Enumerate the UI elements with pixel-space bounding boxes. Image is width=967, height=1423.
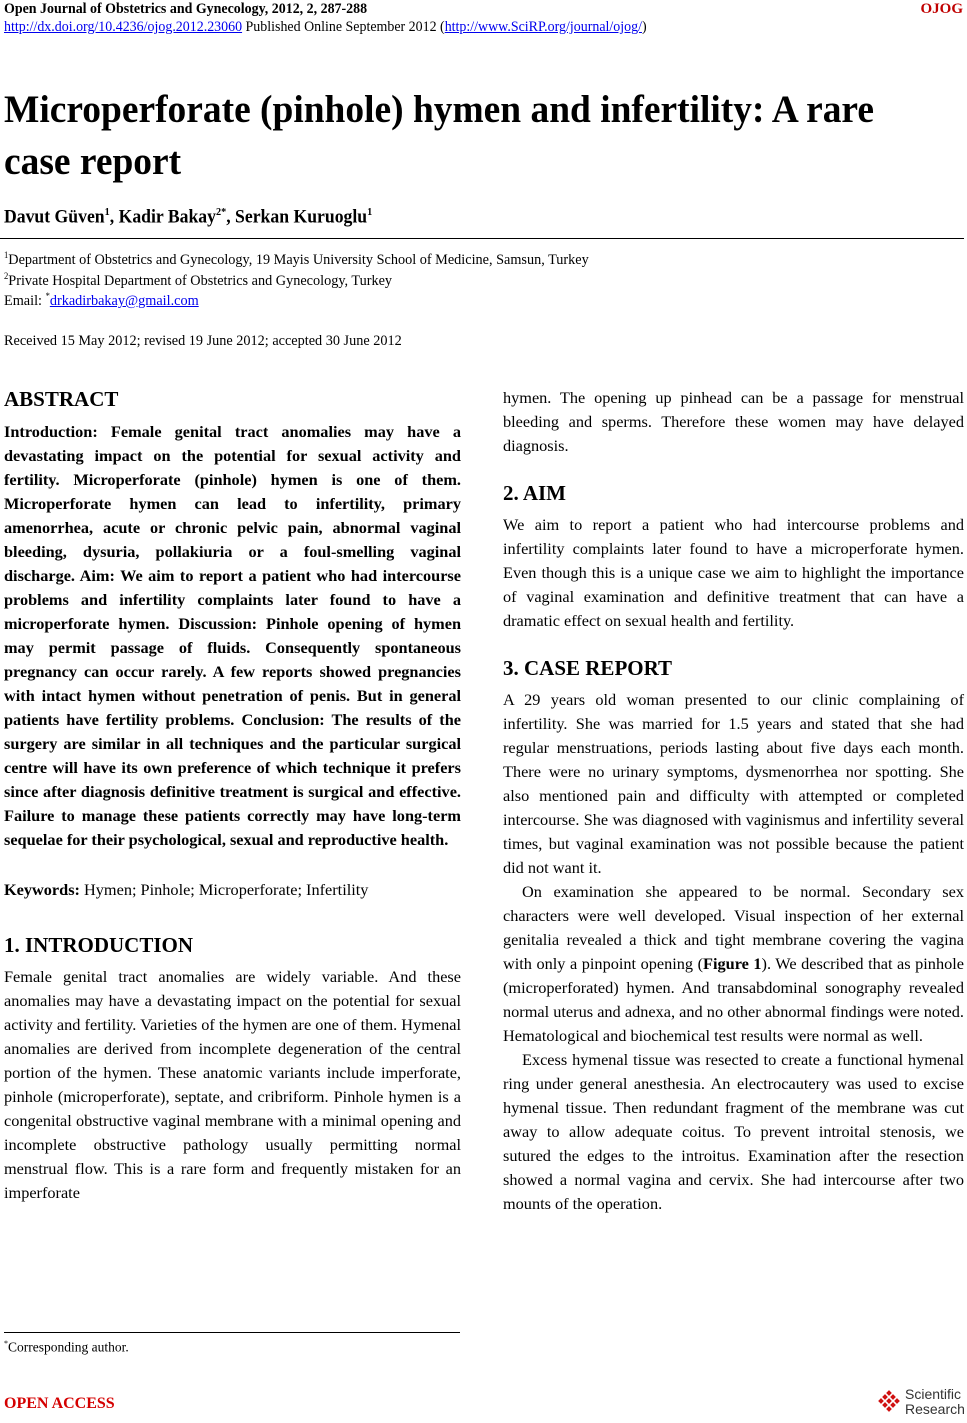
- published-text: Published Online September 2012 (: [242, 19, 445, 35]
- author-name: Kadir Bakay: [118, 206, 216, 228]
- aim-heading: 2. AIM: [503, 481, 566, 505]
- publisher-line-2: Research: [905, 1401, 965, 1417]
- affil-sup: 2: [4, 271, 9, 281]
- received-dates: Received 15 May 2012; revised 19 June 2012; accepted 30 June 2012: [4, 333, 402, 349]
- footnote: [4, 1339, 129, 1356]
- case-p2-text: On examination she appeared to be normal. Secondary sex characters were well developed. Visual inspection of her external genitalia revealed a thick and tight membrane covering the vagina with only a pinpoint opening (: [503, 882, 964, 973]
- footnote-text: Corresponding author.: [8, 1339, 129, 1355]
- affiliation-1: [4, 250, 589, 269]
- paper-title: Microperforate (pinhole) hymen and infertility: A rare case report: [4, 88, 874, 183]
- author-name: Davut Güven: [4, 206, 105, 228]
- doi-link[interactable]: http://dx.doi.org/10.4236/ojog.2012.23060: [4, 19, 243, 35]
- publication-info-line: [4, 19, 647, 36]
- affiliation-2: [4, 271, 392, 290]
- email-sup: *: [45, 291, 50, 301]
- introduction-heading: 1. INTRODUCTION: [4, 933, 194, 957]
- case-report-heading: 3. CASE REPORT: [503, 656, 673, 680]
- case-p2-text: ). We described that as pinhole (microperforated) hymen. And transabdominal sonography revealed normal uterus and adnexa, and no other abnormal findings were noted. Hematological and biochemical test results were normal as well.: [503, 954, 964, 1045]
- close-paren: ): [641, 19, 647, 35]
- abstract-body: [4, 420, 461, 852]
- abstract-heading: ABSTRACT: [4, 387, 119, 411]
- author-affil-sup: 1: [104, 206, 110, 218]
- affil-text: Private Hospital Department of Obstetrics and Gynecology, Turkey: [8, 273, 393, 289]
- case-paragraph-2: [503, 880, 964, 1048]
- keywords: [4, 878, 461, 902]
- journal-header-line: Open Journal of Obstetrics and Gynecology, 2012, 2, 287-288: [4, 1, 368, 17]
- footnote-rule: [4, 1332, 460, 1333]
- aim-paragraph: We aim to report a patient who had intercourse problems and infertility complaints later found to have a microperforate hymen. Even though this is a unique case we aim to highlight the importance of vaginal examination and definitive treatment that can have a dramatic effect on sexual health and fertility.: [503, 515, 964, 630]
- email-line: [4, 291, 199, 310]
- scirp-diamond-logo-icon: [877, 1390, 901, 1414]
- publisher-name: [905, 1387, 965, 1417]
- journal-abbrev: OJOG: [920, 1, 963, 17]
- author-affil-sup: 2*: [215, 206, 227, 218]
- keywords-values: Hymen; Pinhole; Microperforate; Infertility: [79, 880, 369, 899]
- affil-sup: 1: [4, 250, 9, 260]
- right-column: [503, 386, 964, 1216]
- publisher-line-1: Scientific: [905, 1386, 962, 1402]
- left-column: [4, 384, 461, 1205]
- email-label: Email:: [4, 293, 46, 309]
- case-paragraph-3: Excess hymenal tissue was resected to create a functional hymenal ring under general anesthesia. An electrocautery was used to excise hymenal tissue. Then redundant fragment of the membrane was cut away to allow adequate coitus. To prevent introital stenosis, we sutured the edges to the introitus. Examination after the resection showed a normal vagina and cervix. She had intercourse after two mounts of the operation.: [503, 1050, 964, 1213]
- case-paragraph-1: A 29 years old woman presented to our clinic complaining of infertility. She was married for 1.5 years and stated that she had regular menstruations, periods lasting about five days each month. There were no urinary symptoms, dysmenorrhea nor spotting. She also mentioned pain and difficulty with attempted or completed intercourse. She was diagnosed with vaginismus and infertility several times, but vaginal examination was not possible because the patient did not want it.: [503, 690, 964, 877]
- author-name: Serkan Kuruoglu: [235, 206, 368, 228]
- open-access-label: OPEN ACCESS: [4, 1395, 115, 1412]
- introduction-paragraph: Female genital tract anomalies are widely variable. And these anomalies may have a devastating impact on the potential for sexual activity and fertility. Varieties of the hymen are one of them. Hymenal anomalies are derived from incomplete degeneration of the central portion of the hymen. These anatomic variants include imperforate, pinhole (microperforate), septate, and cribriform. Pinhole hymen is a congenital obstructive vaginal membrane with a minimal opening and incomplete obstructive pathology usually permitting normal menstrual flow. This is a rare form and frequently mistaken for an imperforate: [4, 967, 461, 1202]
- abstract-text: Introduction: Female genital tract anomalies may have a devastating impact on the potential for sexual activity and fertility. Microperforate (pinhole) hymen is one of them. Microperforate hymen can lead to infertility, primary amenorrhea, acute or chronic pelvic pain, abnormal vaginal bleeding, dysuria, pollakiuria or a foul-smelling vaginal discharge. Aim: We aim to report a patient who had intercourse problems and infertility complaints later found to have a microperforate hymen. Discussion: Pinhole opening of hymen may permit passage of fluids. Consequently spontaneous pregnancy can occur rarely. A few reports showed pregnancies with intact hymen without penetration of penis. But in general patients have fertility problems. Conclusion: The results of the surgery are similar in all techniques and the particular surgical centre will have its own preference of which technique it prefers since after diagnosis definitive treatment is surgical and effective. Failure to manage these patients correctly may have long-term sequelae for their psychological, sexual and reproductive health.: [4, 422, 461, 849]
- journal-link[interactable]: http://www.SciRP.org/journal/ojog/: [444, 19, 642, 35]
- email-link[interactable]: drkadirbakay@gmail.com: [49, 293, 199, 309]
- introduction-paragraph-continued: hymen. The opening up pinhead can be a passage for menstrual bleeding and sperms. Therefore these women may have delayed diagnosis.: [503, 388, 964, 455]
- figure-1-reference[interactable]: Figure 1: [703, 954, 762, 973]
- affil-text: Department of Obstetrics and Gynecology, 19 Mayis University School of Medicine, Samsun, Turkey: [8, 252, 589, 268]
- author-list: Davut Güven$^1$, Kadir Bakay$^{2*}$, Serkan Kuruoglu$^1$: [4, 206, 373, 228]
- header-rule: [0, 238, 964, 239]
- keywords-label: Keywords:: [4, 880, 80, 899]
- footnote-sup: *: [4, 1339, 8, 1348]
- author-affil-sup: 1: [367, 206, 373, 218]
- publisher-logo: [877, 1387, 965, 1417]
